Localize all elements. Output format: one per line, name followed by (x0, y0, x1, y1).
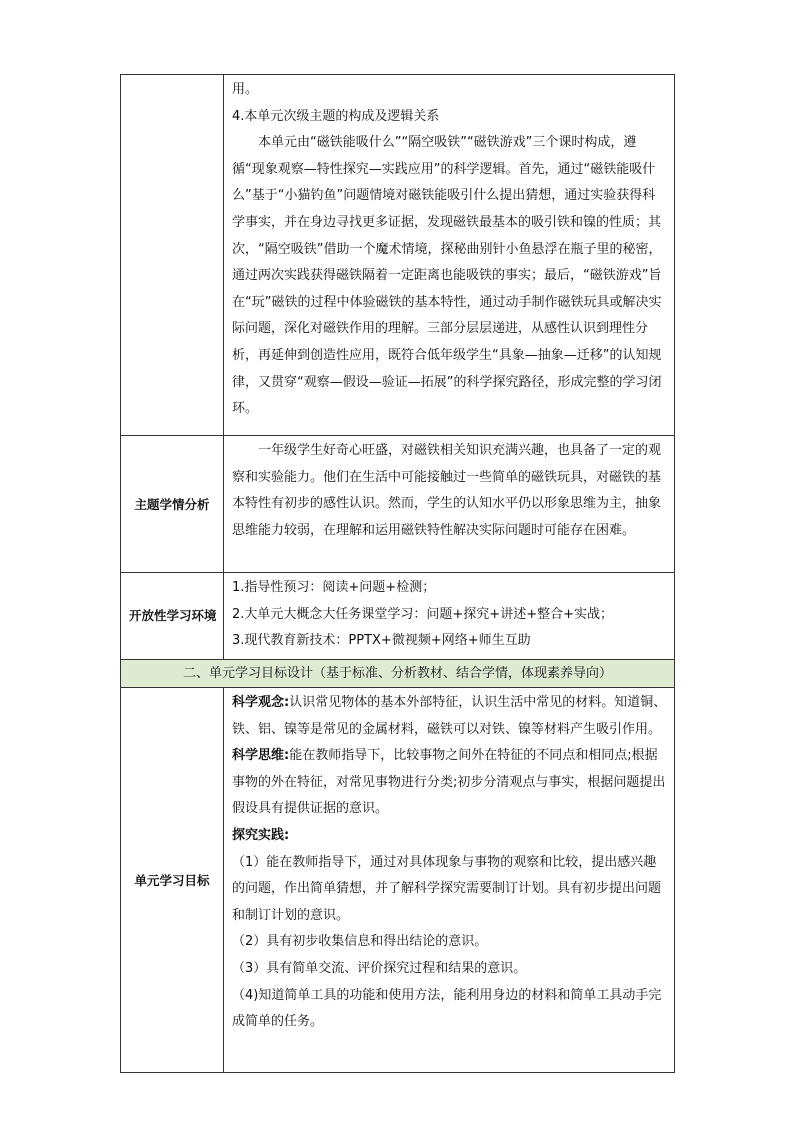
continued-text: 用。 (232, 82, 259, 97)
concept-text: 认识常见物体的基本外部特征，认识生活中常见的材料。知道铜、铁、铝、镍等是常见的金属材料，磁铁可以对铁、镍等材料产生吸引作用。 (232, 695, 667, 737)
thinking-title: 科学思维: (232, 748, 290, 764)
thinking-goal (232, 743, 668, 823)
environment-content (224, 573, 675, 660)
lesson-plan-table (120, 74, 675, 1073)
practice-item: （1）能在教师指导下，通过对具体现象与事物的观察和比较，提出感兴趣的问题，作出简单猜想，并了解科学探究需要制订计划。具有初步提出问题和制订计划的意识。 (232, 854, 662, 923)
concept-title: 科学观念: (232, 695, 290, 710)
concept-goal (232, 690, 668, 743)
environment-item: 2.大单元大概念大任务课堂学习：问题+探究+讲述+整合+实战； (232, 606, 613, 622)
practice-item: （3）具有简单交流、评价探究过程和结果的意识。 (232, 960, 527, 976)
student-analysis-content (224, 436, 675, 573)
unit-structure-row (121, 75, 675, 436)
environment-item: 1.指导性预习：阅读+问题+检测； (232, 580, 436, 595)
goals-header: 二、单元学习目标设计（基于标准、分析教材、结合学情，体现素养导向） (121, 660, 675, 688)
student-analysis-label: 主题学情分析 (121, 436, 224, 573)
environment-item: 3.现代教育新技术：PPTX+微视频+网络+师生互助 (232, 633, 531, 649)
goals-label: 单元学习目标 (121, 688, 224, 1073)
practice-item: （2）具有初步收集信息和得出结论的意识。 (232, 934, 488, 950)
goals-row (121, 688, 675, 1073)
thinking-text: 能在教师指导下，比较事物之间外在特征的不同点和相同点;根据事物的外在特征，对常见事物进行分类;初步分清观点与事实，根据问题提出假设具有提供证据的意识。 (232, 748, 666, 817)
student-analysis-text: 一年级学生好奇心旺盛，对磁铁相关知识充满兴趣，也具备了一定的观察和实验能力。他们在生活中可能接触过一些简单的磁铁玩具，对磁铁的基本特性有初步的感性认识。然而，学生的认知水平仍以形象思维为主，抽象思维能力较弱，在理解和运用磁铁特性解决实际问题时可能存在困难。 (232, 443, 662, 538)
structure-paragraph: 本单元由“磁铁能吸什么”“隔空吸铁”“磁铁游戏”三个课时构成，遵循“现象观察—特性探究—实践应用”的科学逻辑。首先，通过“磁铁能吸什么”基于“小猫钓鱼”问题情境对磁铁能吸引什么提出猜想，通过实验获得科学事实，并在身边寻找更多证据，发现磁铁最基本的吸引铁和镍的性质；其次，“隔空吸铁”借助一个魔术情境，探秘曲别针小鱼悬浮在瓶子里的秘密，通过两次实践获得磁铁隔着一定距离也能吸铁的事实；最后，“磁铁游戏”旨在“玩”磁铁的过程中体验磁铁的基本特性，通过动手制作磁铁玩具或解决实际问题，深化对磁铁作用的理解。三部分层层递进，从感性认识到理性分析，再延伸到创造性应用，既符合低年级学生“具象—抽象—迁移”的认知规律，又贯穿“观察—假设—验证—拓展”的科学探究路径，形成完整的学习闭环。 (232, 135, 662, 417)
environment-label: 开放性学习环境 (121, 573, 224, 660)
subsection-heading: 4.本单元次级主题的构成及逻辑关系 (232, 108, 440, 124)
unit-structure-label-cell (121, 75, 224, 436)
environment-row (121, 573, 675, 660)
student-analysis-row (121, 436, 675, 573)
goals-content (224, 688, 675, 1073)
practice-title: 探究实践: (232, 827, 290, 843)
practice-item: （4)知道简单工具的功能和使用方法，能利用身边的材料和简单工具动手完成简单的任务。 (232, 987, 662, 1030)
unit-structure-content (224, 75, 675, 436)
goals-header-row (121, 660, 675, 688)
